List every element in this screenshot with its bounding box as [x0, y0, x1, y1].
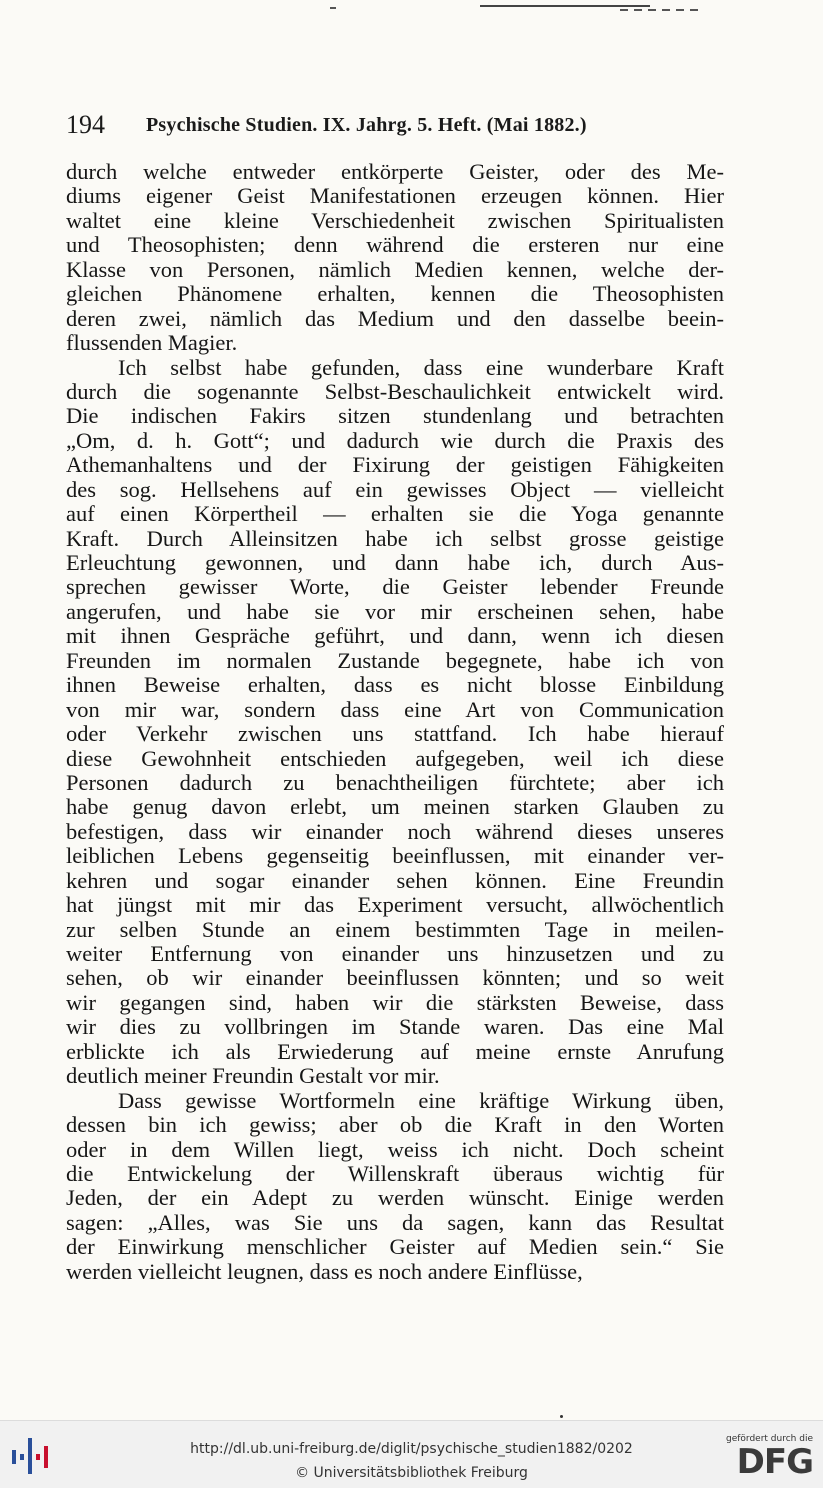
text-line: Klasse von Personen, nämlich Medien kennen, welche der-: [66, 257, 724, 282]
text-line: auf einen Körpertheil — erhalten sie die Yoga genannte: [66, 502, 724, 527]
text-line: werden vielleicht leugnen, dass es noch andere Einflüsse,: [66, 1259, 583, 1284]
text-line: diums eigener Geist Manifestationen erzeugen können. Hier: [66, 184, 724, 209]
text-line: deutlich meiner Freundin Gestalt vor mir.: [66, 1064, 440, 1089]
dfg-logo: DFG: [736, 1442, 813, 1482]
text-line: sagen: „Alles, was Sie uns da sagen, kann das Resultat: [66, 1210, 724, 1235]
text-line: durch welche entweder entkörperte Geister, oder des Me-: [66, 160, 724, 184]
text-line: Freunden im normalen Zustande begegnete, habe ich von: [66, 648, 724, 673]
text-line: habe genug davon erlebt, um meinen starken Glauben zu: [66, 795, 724, 820]
text-line: angerufen, und habe sie vor mir erscheinen sehen, habe: [66, 599, 724, 624]
text-line: die Entwickelung der Willenskraft überaus wichtig für: [66, 1161, 724, 1186]
journal-title: Psychische Studien. IX. Jahrg. 5. Heft. (Mai 1882.): [146, 114, 587, 136]
text-line: der Einwirkung menschlicher Geister auf Medien sein.“ Sie: [66, 1235, 724, 1260]
text-line: deren zwei, nämlich das Medium und den dasselbe beein-: [66, 306, 724, 331]
text-line: dessen bin ich gewiss; aber ob die Kraft in den Worten: [66, 1113, 724, 1138]
running-header: [66, 110, 726, 140]
scan-edge-marks: [320, 2, 720, 16]
text-line: durch die sogenannte Selbst-Beschaulichkeit entwickelt wird.: [66, 379, 724, 404]
text-line: befestigen, dass wir einander noch während dieses unseres: [66, 819, 724, 844]
text-line: Personen dadurch zu benachtheiligen fürchtete; aber ich: [66, 770, 724, 795]
copyright-text: © Universitätsbibliothek Freiburg: [295, 1465, 528, 1481]
text-line: oder in dem Willen liegt, weiss ich nicht. Doch scheint: [66, 1137, 724, 1162]
text-line: oder Verkehr zwischen uns stattfand. Ich habe hierauf: [66, 722, 724, 747]
paragraph: [66, 1089, 724, 1285]
text-line: diese Gewohnheit entschieden aufgegeben, weil ich diese: [66, 746, 724, 771]
text-line: hat jüngst mit mir das Experiment versucht, allwöchentlich: [66, 893, 724, 918]
page-number: 194: [66, 110, 105, 139]
text-line: sehen, ob wir einander beeinflussen könnten; und so weit: [66, 966, 724, 991]
text-line: und Theosophisten; denn während die ersteren nur eine: [66, 233, 724, 258]
text-line: flussenden Magier.: [66, 331, 238, 356]
text-line: Dass gewisse Wortformeln eine kräftige Wirkung üben,: [118, 1088, 724, 1113]
text-line: Die indischen Fakirs sitzen stundenlang und betrachten: [66, 404, 724, 429]
text-line: zur selben Stunde an einem bestimmten Tage in meilen-: [66, 917, 724, 942]
text-line: von mir war, sondern dass eine Art von Communication: [66, 697, 724, 722]
text-line: wir gegangen sind, haben wir die stärksten Beweise, dass: [66, 990, 724, 1015]
text-line: Athemanhaltens und der Fixirung der geistigen Fähigkeiten: [66, 453, 724, 478]
text-line: „Om, d. h. Gott“; und dadurch wie durch die Praxis des: [66, 428, 724, 453]
text-line: sprechen gewisser Worte, die Geister lebender Freunde: [66, 575, 724, 600]
text-line: Jeden, der ein Adept zu werden wünscht. Einige werden: [66, 1186, 724, 1211]
dfg-caption: gefördert durch die: [726, 1434, 813, 1444]
text-line: ihnen Beweise erhalten, dass es nicht blosse Einbildung: [66, 673, 724, 698]
text-line: gleichen Phänomene erhalten, kennen die Theosophisten: [66, 282, 724, 307]
text-line: kehren und sogar einander sehen können. Eine Freundin: [66, 868, 724, 893]
text-line: erblickte ich als Erwiederung auf meine ernste Anrufung: [66, 1039, 724, 1064]
paragraph: [66, 356, 724, 1089]
text-line: des sog. Hellsehens auf ein gewisses Object — vielleicht: [66, 477, 724, 502]
text-line: mit ihnen Gespräche geführt, und dann, wenn ich diesen: [66, 624, 724, 649]
text-line: Erleuchtung gewonnen, und dann habe ich, durch Aus-: [66, 551, 724, 575]
paragraph: [66, 160, 724, 356]
text-line: weiter Entfernung von einander uns hinzusetzen und zu: [66, 942, 724, 966]
text-line: wir dies zu vollbringen im Stande waren. Das eine Mal: [66, 1015, 724, 1040]
text-line: Kraft. Durch Alleinsitzen habe ich selbst grosse geistige: [66, 526, 724, 551]
body-text: [66, 160, 724, 1284]
source-url-link[interactable]: http://dl.ub.uni-freiburg.de/diglit/psychische_studien1882/0202: [190, 1441, 633, 1457]
text-line: waltet eine kleine Verschiedenheit zwischen Spiritualisten: [66, 208, 724, 233]
text-line: Ich selbst habe gefunden, dass eine wunderbare Kraft: [118, 355, 724, 380]
text-line: leiblichen Lebens gegenseitig beeinflussen, mit einander ver-: [66, 844, 724, 869]
scan-dot: [560, 1415, 563, 1418]
